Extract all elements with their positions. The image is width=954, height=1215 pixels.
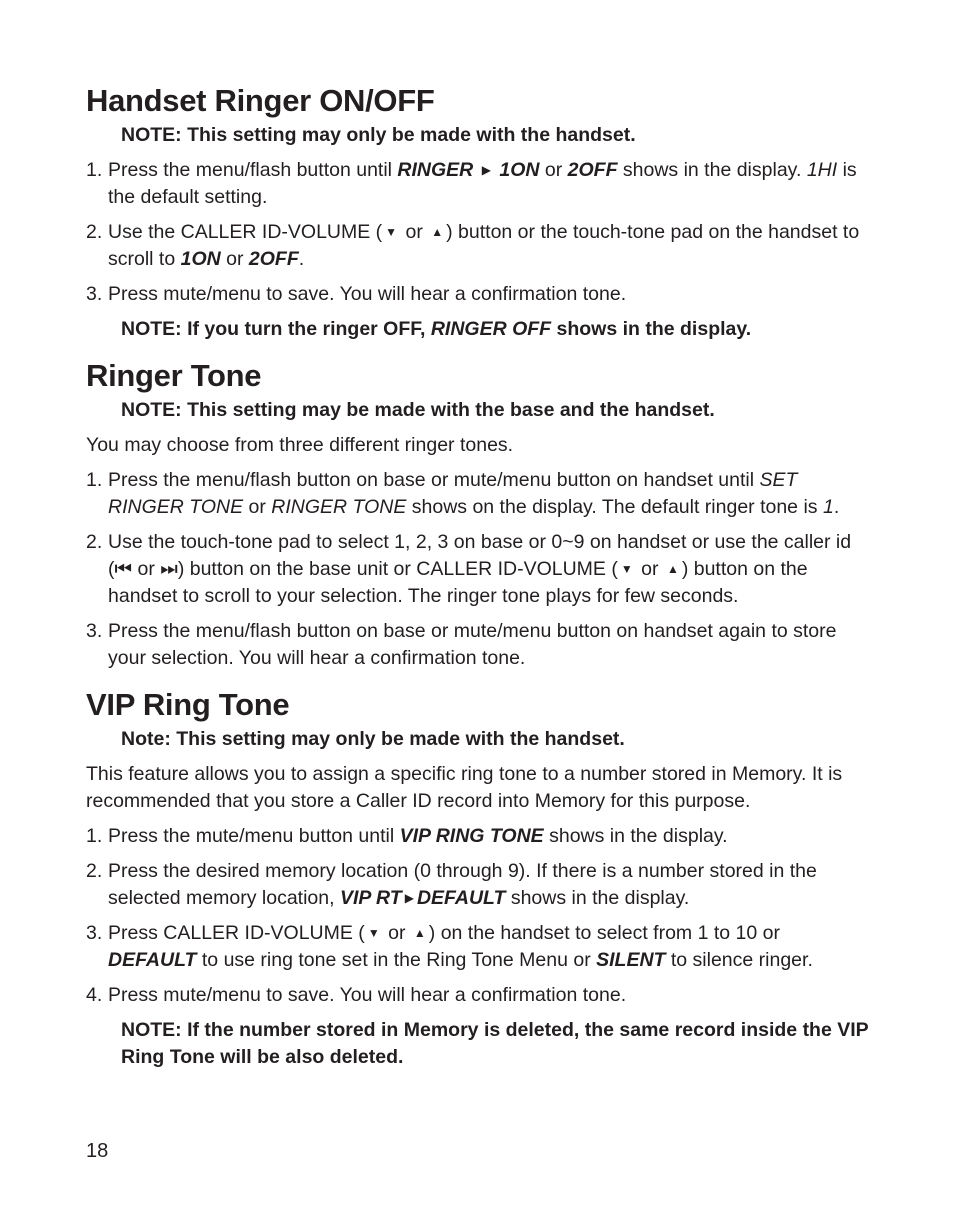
list-item: 1. Press the menu/flash button until RINGER ▶ 1ON or 2OFF shows in the display. 1HI is the default setting. bbox=[86, 159, 857, 208]
section-vip-ring-tone bbox=[86, 686, 870, 1071]
section-ringer-tone bbox=[86, 357, 870, 672]
intro-text: You may choose from three different ringer tones. bbox=[86, 434, 514, 456]
arrow-right-icon: ▶ bbox=[481, 163, 491, 177]
arrow-up-icon: ▲ bbox=[431, 225, 444, 239]
page-content bbox=[86, 82, 870, 1071]
skip-back-icon: ⏮ bbox=[114, 558, 133, 580]
section-handset-ringer bbox=[86, 82, 870, 343]
arrow-down-icon: ▼ bbox=[367, 926, 380, 940]
section-title: Handset Ringer ON/OFF bbox=[86, 83, 435, 118]
arrow-down-icon: ▼ bbox=[620, 562, 633, 576]
list-item: 3. Press CALLER ID-VOLUME ( ▼ or ▲ ) on the handset to select from 1 to 10 or DEFAULT to use ring tone set in the Ring Tone Menu or SILENT to silence ringer. bbox=[86, 922, 813, 971]
list-item: 2. Use the touch-tone pad to select 1, 2, 3 on base or 0~9 on handset or use the caller id (⏮ or ⏭) button on the base unit or CALLER ID-VOLUME ( ▼ or ▲ ) button on the handset to scroll to your selection. The ringer tone plays for few seconds. bbox=[86, 531, 852, 607]
arrow-right-icon: ▶ bbox=[404, 891, 414, 905]
arrow-up-icon: ▲ bbox=[666, 562, 679, 576]
list-item: 2. Use the CALLER ID-VOLUME ( ▼ or ▲ ) button or the touch-tone pad on the handset to scroll to 1ON or 2OFF. bbox=[86, 221, 860, 270]
arrow-up-icon: ▲ bbox=[413, 926, 426, 940]
skip-forward-icon: ⏭ bbox=[160, 558, 178, 580]
steps-list bbox=[86, 157, 870, 308]
note: NOTE: This setting may be made with the base and the handset. bbox=[121, 399, 715, 421]
list-item: 2. Press the desired memory location (0 through 9). If there is a number stored in the selected memory location, VIP RT ▶ DEFAULT shows in the display. bbox=[86, 860, 817, 909]
arrow-down-icon: ▼ bbox=[385, 225, 398, 239]
list-item: 3. Press mute/menu to save. You will hear a confirmation tone. bbox=[86, 283, 627, 305]
intro-text: This feature allows you to assign a specific ring tone to a number stored in Memory. It is recommended that you store a Caller ID record into Memory for this purpose. bbox=[86, 763, 843, 812]
note: NOTE: If you turn the ringer OFF, RINGER OFF shows in the display. bbox=[121, 318, 752, 340]
list-item: 3. Press the menu/flash button on base or mute/menu button on handset again to store your selection. You will hear a confirmation tone. bbox=[86, 620, 837, 669]
note: NOTE: This setting may only be made with the handset. bbox=[121, 124, 636, 146]
section-title: Ringer Tone bbox=[86, 358, 262, 393]
section-title: VIP Ring Tone bbox=[86, 687, 290, 722]
page-number: 18 bbox=[86, 1140, 109, 1162]
steps-list bbox=[86, 467, 870, 672]
list-item: 1. Press the mute/menu button until VIP RING TONE shows in the display. bbox=[86, 825, 728, 847]
steps-list bbox=[86, 823, 870, 1009]
note: NOTE: If the number stored in Memory is deleted, the same record inside the VIP Ring Tone will be also deleted. bbox=[121, 1019, 869, 1068]
note: Note: This setting may only be made with the handset. bbox=[121, 728, 625, 750]
list-item: 4. Press mute/menu to save. You will hear a confirmation tone. bbox=[86, 984, 627, 1006]
list-item: 1. Press the menu/flash button on base or mute/menu button on handset until SET RINGER TONE or RINGER TONE shows on the display. The default ringer tone is 1. bbox=[86, 469, 840, 518]
